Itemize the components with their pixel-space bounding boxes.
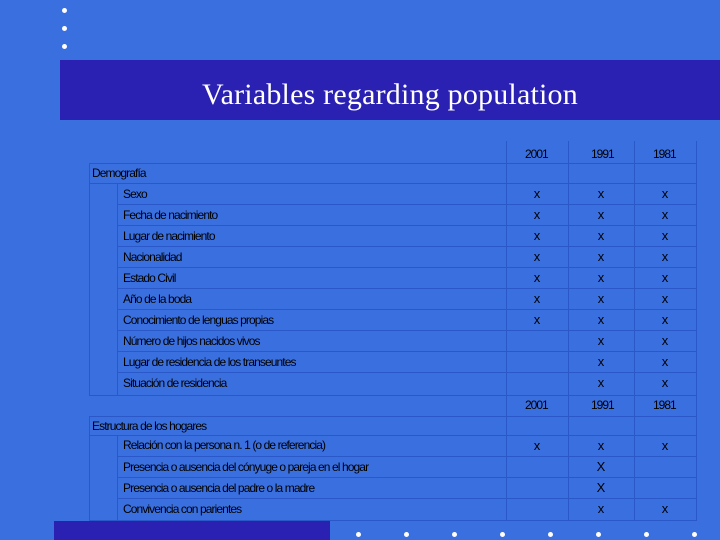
- mark-1981: x: [661, 438, 669, 453]
- mark-1991: x: [597, 228, 605, 243]
- mark-1991: x: [597, 375, 605, 390]
- rule: [89, 416, 697, 417]
- rule: [117, 309, 697, 310]
- row-label: Estado Civil: [123, 271, 176, 285]
- rule: [117, 288, 697, 289]
- mark-2001: x: [533, 291, 541, 306]
- rule: [89, 416, 90, 521]
- mark-1981: x: [661, 375, 669, 390]
- year-header-1981: 1981: [653, 147, 676, 161]
- rule: [89, 163, 90, 396]
- mark-1991: x: [597, 438, 605, 453]
- mark-1991: x: [597, 249, 605, 264]
- mark-1991: X: [596, 459, 606, 474]
- rule: [89, 435, 697, 436]
- row-label: Número de hijos nacidos vivos: [123, 334, 260, 348]
- bullet-dot-top-1: [62, 8, 67, 13]
- mark-1981: x: [661, 270, 669, 285]
- title-band: [60, 60, 720, 120]
- slide-title: Variables regarding population: [202, 78, 578, 111]
- rule: [117, 372, 697, 373]
- year-header-1981: 1981: [653, 398, 676, 412]
- mark-1991: x: [597, 354, 605, 369]
- mark-2001: x: [533, 228, 541, 243]
- year-header-2001: 2001: [525, 398, 548, 412]
- mark-1981: x: [661, 501, 669, 516]
- rule: [89, 183, 697, 184]
- row-label: Presencia o ausencia del padre o la madre: [123, 481, 315, 495]
- row-label: Relación con la persona n. 1 (o de referencia): [123, 438, 326, 452]
- row-label: Conocimiento de lenguas propias: [123, 313, 274, 327]
- rule: [696, 141, 697, 521]
- rule: [117, 351, 697, 352]
- row-label: Año de la boda: [123, 292, 192, 306]
- mark-1991: x: [597, 186, 605, 201]
- year-header-2001: 2001: [525, 147, 548, 161]
- rule: [117, 330, 697, 331]
- rule: [117, 498, 697, 499]
- year-header-1991: 1991: [591, 398, 614, 412]
- row-label: Presencia o ausencia del cónyuge o pareja en el hogar: [123, 460, 369, 474]
- rule: [117, 267, 697, 268]
- mark-1991: x: [597, 312, 605, 327]
- bullet-dot-bottom-3: [452, 532, 457, 537]
- section-heading: Estructura de los hogares: [92, 419, 207, 433]
- mark-1981: x: [661, 249, 669, 264]
- year-header-1991: 1991: [591, 147, 614, 161]
- bullet-dot-top-3: [62, 44, 67, 49]
- bullet-dot-bottom-7: [644, 532, 649, 537]
- rule: [117, 204, 697, 205]
- mark-2001: x: [533, 270, 541, 285]
- rule: [634, 141, 635, 521]
- population-variables-table: [89, 141, 697, 521]
- mark-2001: x: [533, 186, 541, 201]
- mark-2001: x: [533, 249, 541, 264]
- bottom-band: [54, 521, 330, 540]
- rule: [117, 435, 118, 521]
- mark-1991: X: [596, 480, 606, 495]
- mark-2001: x: [533, 312, 541, 327]
- row-label: Lugar de nacimiento: [123, 229, 215, 243]
- section-heading: Demografía: [92, 166, 146, 180]
- mark-1981: x: [661, 312, 669, 327]
- mark-1981: x: [661, 354, 669, 369]
- mark-2001: x: [533, 207, 541, 222]
- bullet-dot-bottom-2: [404, 532, 409, 537]
- rule: [89, 395, 697, 396]
- row-label: Nacionalidad: [123, 250, 182, 264]
- rule: [117, 477, 697, 478]
- mark-1991: x: [597, 333, 605, 348]
- mark-1981: x: [661, 291, 669, 306]
- mark-1991: x: [597, 207, 605, 222]
- mark-1991: x: [597, 501, 605, 516]
- row-label: Convivencia con parientes: [123, 502, 242, 516]
- mark-2001: x: [533, 438, 541, 453]
- mark-1981: x: [661, 207, 669, 222]
- bullet-dot-top-2: [62, 26, 67, 31]
- mark-1981: x: [661, 186, 669, 201]
- bullet-dot-bottom-5: [548, 532, 553, 537]
- mark-1981: x: [661, 228, 669, 243]
- mark-1991: x: [597, 291, 605, 306]
- rule: [89, 163, 697, 164]
- bullet-dot-bottom-4: [500, 532, 505, 537]
- row-label: Sexo: [123, 187, 147, 201]
- rule: [506, 141, 507, 521]
- rule: [117, 225, 697, 226]
- rule: [117, 246, 697, 247]
- bullet-dot-bottom-6: [596, 532, 601, 537]
- rule: [568, 141, 569, 521]
- bullet-dot-bottom-8: [692, 532, 697, 537]
- rule: [117, 183, 118, 396]
- mark-1981: x: [661, 333, 669, 348]
- bullet-dot-bottom-1: [356, 532, 361, 537]
- mark-1991: x: [597, 270, 605, 285]
- row-label: Fecha de nacimiento: [123, 208, 218, 222]
- row-label: Lugar de residencia de los transeuntes: [123, 355, 296, 369]
- row-label: Situación de residencia: [123, 376, 227, 390]
- rule: [117, 456, 697, 457]
